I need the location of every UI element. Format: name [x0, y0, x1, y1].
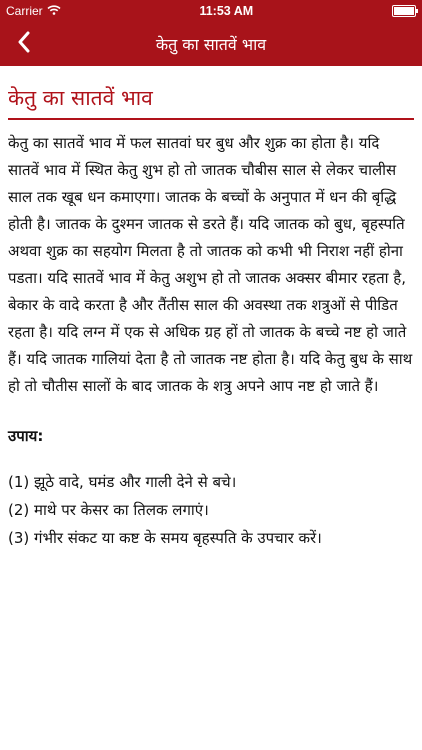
- remedy-item: (2) माथे पर केसर का तिलक लगाएं।: [8, 501, 209, 519]
- status-left: [6, 4, 61, 18]
- status-time: 11:53 AM: [199, 4, 254, 18]
- remedy-item: (1) झूठे वादे, घमंड और गाली देने से बचे।: [8, 473, 237, 491]
- chevron-left-icon: [17, 31, 31, 57]
- status-bar: [0, 0, 422, 22]
- title-divider: [8, 118, 414, 120]
- wifi-icon: [47, 4, 61, 18]
- article-content: [0, 84, 422, 552]
- status-right: [392, 5, 416, 17]
- nav-title: केतु का सातवें भाव: [155, 35, 267, 54]
- article-paragraph: केतु का सातवें भाव में फल सातवां घर बुध और शुक्र का होता है। यदि सातवें भाव में स्थित केतु शुभ हो तो जातक चौबीस साल से लेकर चालीस साल तक खूब धन कमाएगा। जातक के बच्चों के अनुपात में धन की बृद्धि होती है। जातक के दुश्मन जातक से डरते हैं। यदि जातक को बुध, बृहस्पति अथवा शुक्र का सहयोग मिलता है तो जातक को कभी भी निराश नहीं होना पडता। यदि सातवें भाव में केतु अशुभ हो तो जातक अक्सर बीमार रहता है, बेकार के वादे करता है और तैंतीस साल की अवस्था तक शत्रुओं से पीडित रहता है। यदि लग्न में एक से अधिक ग्रह हों तो जातक के बच्चे नष्ट हो जाते हैं। यदि जातक गालियां देता है तो जातक नष्ट होता है। यदि केतु बुध के साथ हो तो चौतीस सालों के बाद जातक के शत्रु अपने आप नष्ट हो जाते हैं।: [8, 134, 413, 395]
- nav-bar: [0, 22, 422, 66]
- remedies-heading: उपाय:: [8, 427, 44, 445]
- remedies-list: [8, 468, 414, 552]
- carrier-label: Carrier: [6, 4, 43, 18]
- remedy-item: (3) गंभीर संकट या कष्ट के समय बृहस्पति के उपचार करें।: [8, 529, 322, 547]
- battery-icon: [392, 5, 416, 17]
- page-title: केतु का सातवें भाव: [8, 86, 153, 110]
- back-button[interactable]: [8, 22, 40, 66]
